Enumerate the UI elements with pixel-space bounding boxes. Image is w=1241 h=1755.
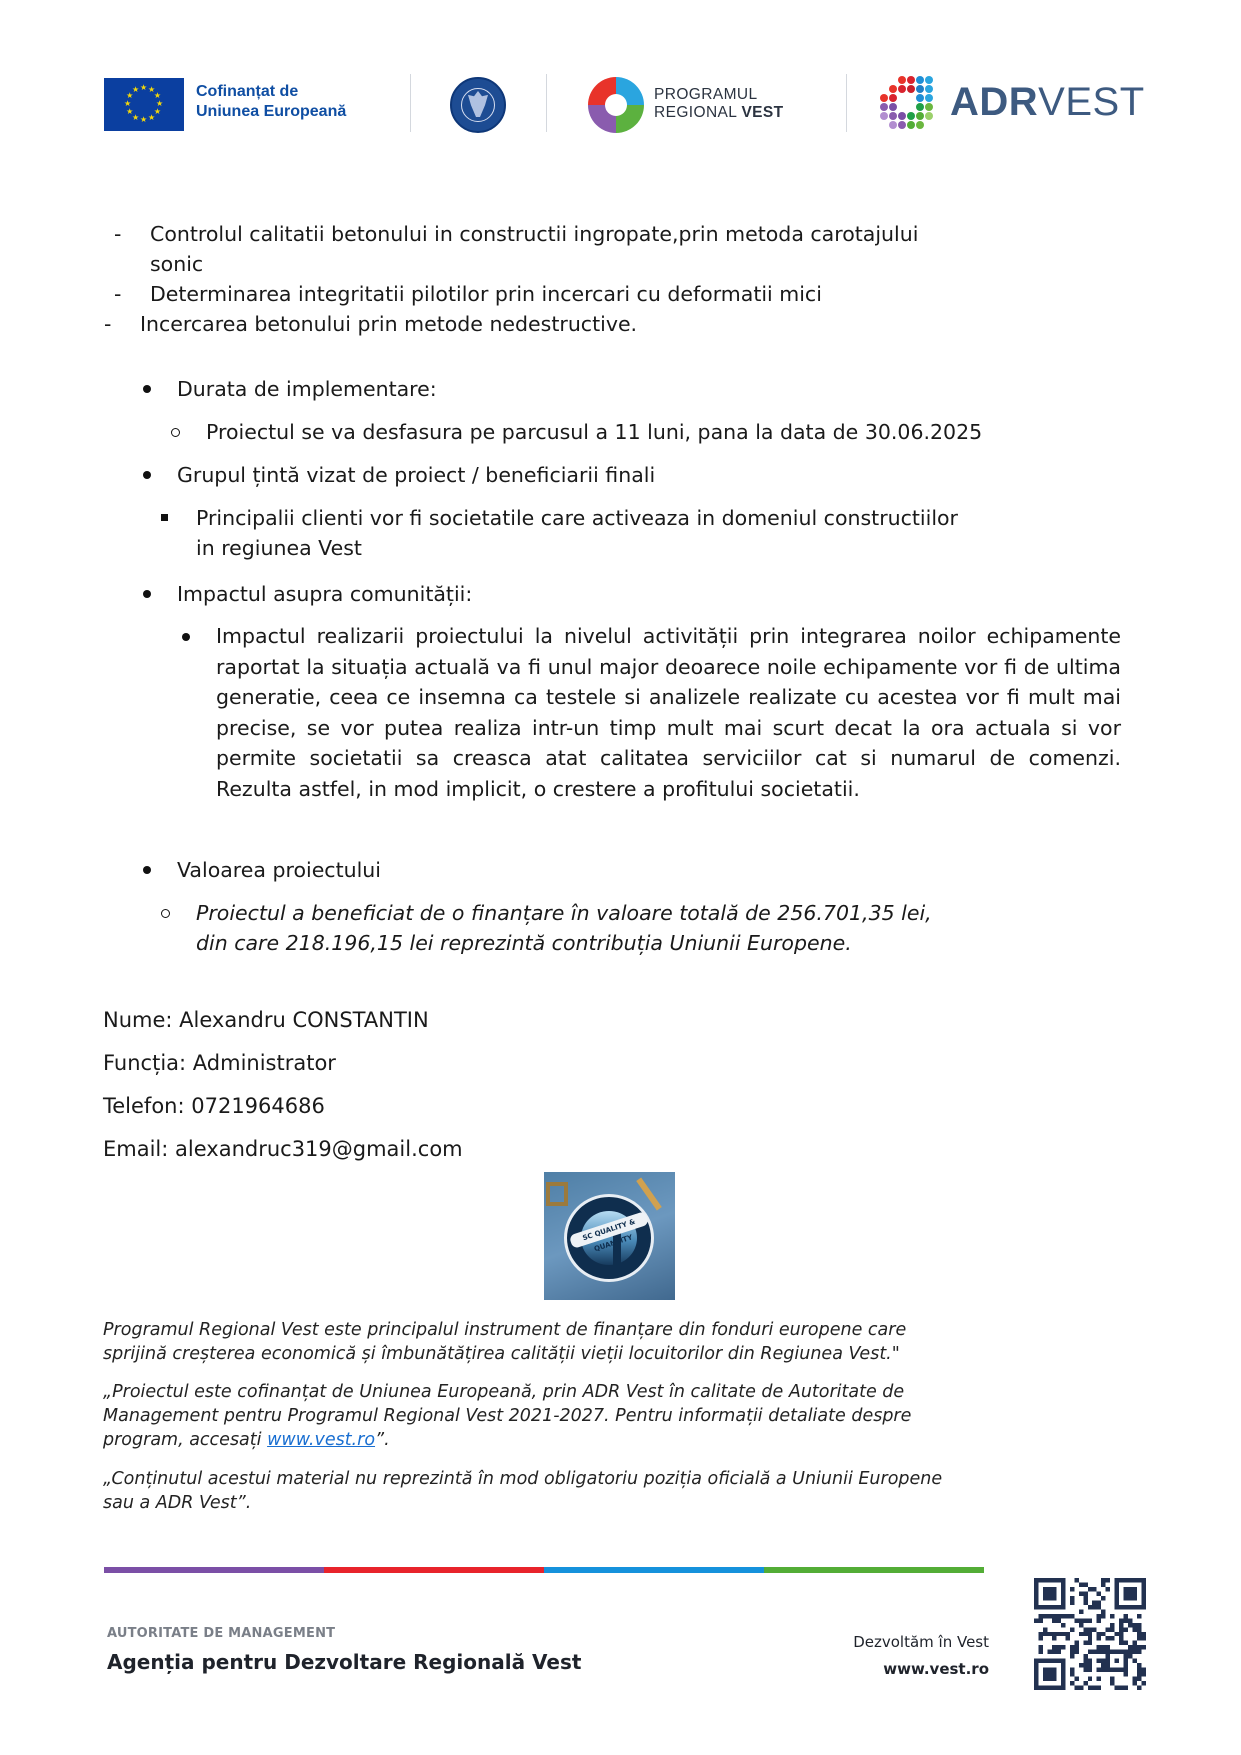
value-item-line1: Proiectul a beneficiat de o finanțare în valoare totală de 256.701,35 lei, xyxy=(196,901,932,925)
note-line: Programul Regional Vest este principalul instrument de finanțare din fonduri europene care xyxy=(103,1320,907,1340)
target-group-heading: Grupul țintă vizat de proiect / beneficiarii finali xyxy=(177,463,656,487)
agency-name: Agenția pentru Dezvoltare Regională Vest xyxy=(107,1650,582,1674)
dot-icon xyxy=(898,76,906,84)
disclaimer-note xyxy=(103,1467,1123,1515)
dot-icon xyxy=(916,76,924,84)
list-marker-dash: - xyxy=(114,222,122,246)
dot-icon xyxy=(925,112,933,120)
note-line: sau a ADR Vest”. xyxy=(103,1493,252,1513)
program-label-line1: PROGRAMUL xyxy=(654,86,758,103)
footer-website[interactable]: www.vest.ro xyxy=(883,1660,989,1678)
authority-label: AUTORITATE DE MANAGEMENT xyxy=(107,1626,336,1641)
list-marker-dash: - xyxy=(114,282,122,306)
dot-icon xyxy=(898,112,906,120)
star-icon: ★ xyxy=(126,91,134,100)
contact-name: Nume: Alexandru CONSTANTIN xyxy=(103,1008,429,1032)
star-icon: ★ xyxy=(132,112,140,122)
star-icon: ★ xyxy=(148,112,156,122)
dot-icon xyxy=(889,94,897,102)
divider xyxy=(846,74,847,132)
impact-heading: Impactul asupra comunității: xyxy=(177,582,473,606)
star-icon: ★ xyxy=(156,99,164,108)
target-group-item-line1: Principalii clienti vor fi societatile care activeaza in domeniul constructiilor xyxy=(196,506,958,530)
dot-icon xyxy=(925,103,933,111)
activity-item-1-line1: Controlul calitatii betonului in constructii ingropate,prin metoda carotajului xyxy=(150,222,919,246)
dot-icon xyxy=(925,76,933,84)
value-heading: Valoarea proiectului xyxy=(177,858,381,882)
star-icon: ★ xyxy=(124,99,132,108)
program-description-note xyxy=(103,1318,1123,1366)
footer-color-bar-green xyxy=(764,1567,984,1573)
dot-icon xyxy=(907,121,915,129)
dot-icon xyxy=(880,94,888,102)
header-logos xyxy=(104,74,1145,134)
dot-icon xyxy=(916,112,924,120)
dot-icon xyxy=(916,103,924,111)
programul-regional-vest-label xyxy=(654,86,784,122)
dot-icon xyxy=(898,85,906,93)
eu-flag-icon xyxy=(104,78,184,131)
contact-email: Email: alexandruc319@gmail.com xyxy=(103,1137,463,1161)
dot-icon xyxy=(889,103,897,111)
note-line: program, accesați xyxy=(103,1430,268,1450)
activity-item-2: Determinarea integritatii pilotilor prin incercari cu deformatii mici xyxy=(150,282,822,306)
bullet-icon xyxy=(143,471,151,479)
contact-role: Funcția: Administrator xyxy=(103,1051,336,1075)
star-icon: ★ xyxy=(126,107,134,116)
dot-icon xyxy=(916,94,924,102)
star-icon: ★ xyxy=(153,107,162,116)
eu-cofinance-label xyxy=(196,82,346,122)
bullet-icon xyxy=(182,633,190,641)
impact-paragraph: Impactul realizarii proiectului la nivelul activității prin integrarea noilor echipamente raportat la situația actuală va fi unul major deoarece noile echipamente vor fi de ultima generatie, ceea ce insemna ca testele si analizele realizate cu acestea vor fi mult mai precise, se vor putea realiza intr-un timp mult mai scurt decat la ora actuala si vor permite societatii sa creasca atat calitatea serviciilor cat si numarul de comenzi. Rezulta astfel, in mod implicit, o crestere a profitului societatii. xyxy=(216,624,1121,801)
square-bullet-icon xyxy=(161,514,168,521)
slogan: Dezvoltăm în Vest xyxy=(853,1633,989,1651)
circle-bullet-icon xyxy=(161,909,170,918)
program-label-regional: REGIONAL xyxy=(654,104,742,121)
star-icon: ★ xyxy=(140,115,148,124)
dot-icon xyxy=(907,76,915,84)
activity-item-3: Incercarea betonului prin metode nedestructive. xyxy=(140,312,638,336)
footer-color-bar-blue xyxy=(544,1567,764,1573)
adr-wordmark-regular: VEST xyxy=(1038,80,1145,124)
note-line: Management pentru Programul Regional Vest 2021-2027. Pentru informații detaliate despre xyxy=(103,1406,912,1426)
star-icon: ★ xyxy=(153,91,162,100)
dot-icon xyxy=(880,112,888,120)
dot-icon xyxy=(898,121,906,129)
vest-website-link[interactable]: www.vest.ro xyxy=(267,1430,376,1450)
dot-icon xyxy=(916,121,924,129)
dot-icon xyxy=(880,103,888,111)
star-icon: ★ xyxy=(148,85,156,95)
divider xyxy=(410,74,411,132)
footer-color-bar-red xyxy=(324,1567,544,1573)
star-icon: ★ xyxy=(140,83,148,92)
star-icon: ★ xyxy=(132,85,140,95)
dot-icon xyxy=(925,85,933,93)
note-line: sprijină creșterea economică și îmbunătățirea calității vieții locuitorilor din Regiunea Vest." xyxy=(103,1344,900,1364)
eu-label-line1: Cofinanțat de xyxy=(196,83,299,100)
bullet-icon xyxy=(143,866,151,874)
dot-icon xyxy=(889,121,897,129)
company-logo xyxy=(544,1172,675,1300)
company-logo-text: SC QUALITY & QUANTITY xyxy=(581,1217,637,1254)
cofinance-note xyxy=(103,1380,1123,1452)
dot-icon xyxy=(907,112,915,120)
eu-label-line2: Uniunea Europeană xyxy=(196,103,347,120)
duration-item: Proiectul se va desfasura pe parcusul a 11 luni, pana la data de 30.06.2025 xyxy=(206,420,983,444)
contact-phone: Telefon: 0721964686 xyxy=(103,1094,325,1118)
dot-icon xyxy=(889,85,897,93)
list-marker-dash: - xyxy=(104,312,112,336)
dot-icon xyxy=(907,85,915,93)
footer-color-bar-purple xyxy=(104,1567,324,1573)
activity-item-1-line2: sonic xyxy=(150,252,204,276)
bullet-icon xyxy=(143,385,151,393)
dot-icon xyxy=(916,85,924,93)
circle-bullet-icon xyxy=(171,428,180,437)
duration-heading: Durata de implementare: xyxy=(177,377,437,401)
note-line-end: ”. xyxy=(375,1430,390,1450)
adr-vest-wordmark xyxy=(950,78,1145,126)
guvernul-romaniei-seal-icon xyxy=(450,77,506,133)
target-group-item-line2: in regiunea Vest xyxy=(196,536,362,560)
bullet-icon xyxy=(143,590,151,598)
divider xyxy=(546,74,547,132)
adr-wordmark-bold: ADR xyxy=(950,80,1039,124)
programul-regional-vest-icon xyxy=(588,77,644,133)
note-line: „Proiectul este cofinanțat de Uniunea Europeană, prin ADR Vest în calitate de Autoritate de xyxy=(103,1382,905,1402)
note-line: „Conținutul acestui material nu reprezintă în mod obligatoriu poziția oficială a Uniunii Europene xyxy=(103,1469,943,1489)
value-item-line2: din care 218.196,15 lei reprezintă contribuția Uniunii Europene. xyxy=(196,931,852,955)
adr-vest-dots-icon xyxy=(880,76,932,130)
qr-code-icon[interactable] xyxy=(1034,1578,1146,1690)
dot-icon xyxy=(925,94,933,102)
dot-icon xyxy=(889,112,897,120)
program-label-vest: VEST xyxy=(741,104,784,121)
